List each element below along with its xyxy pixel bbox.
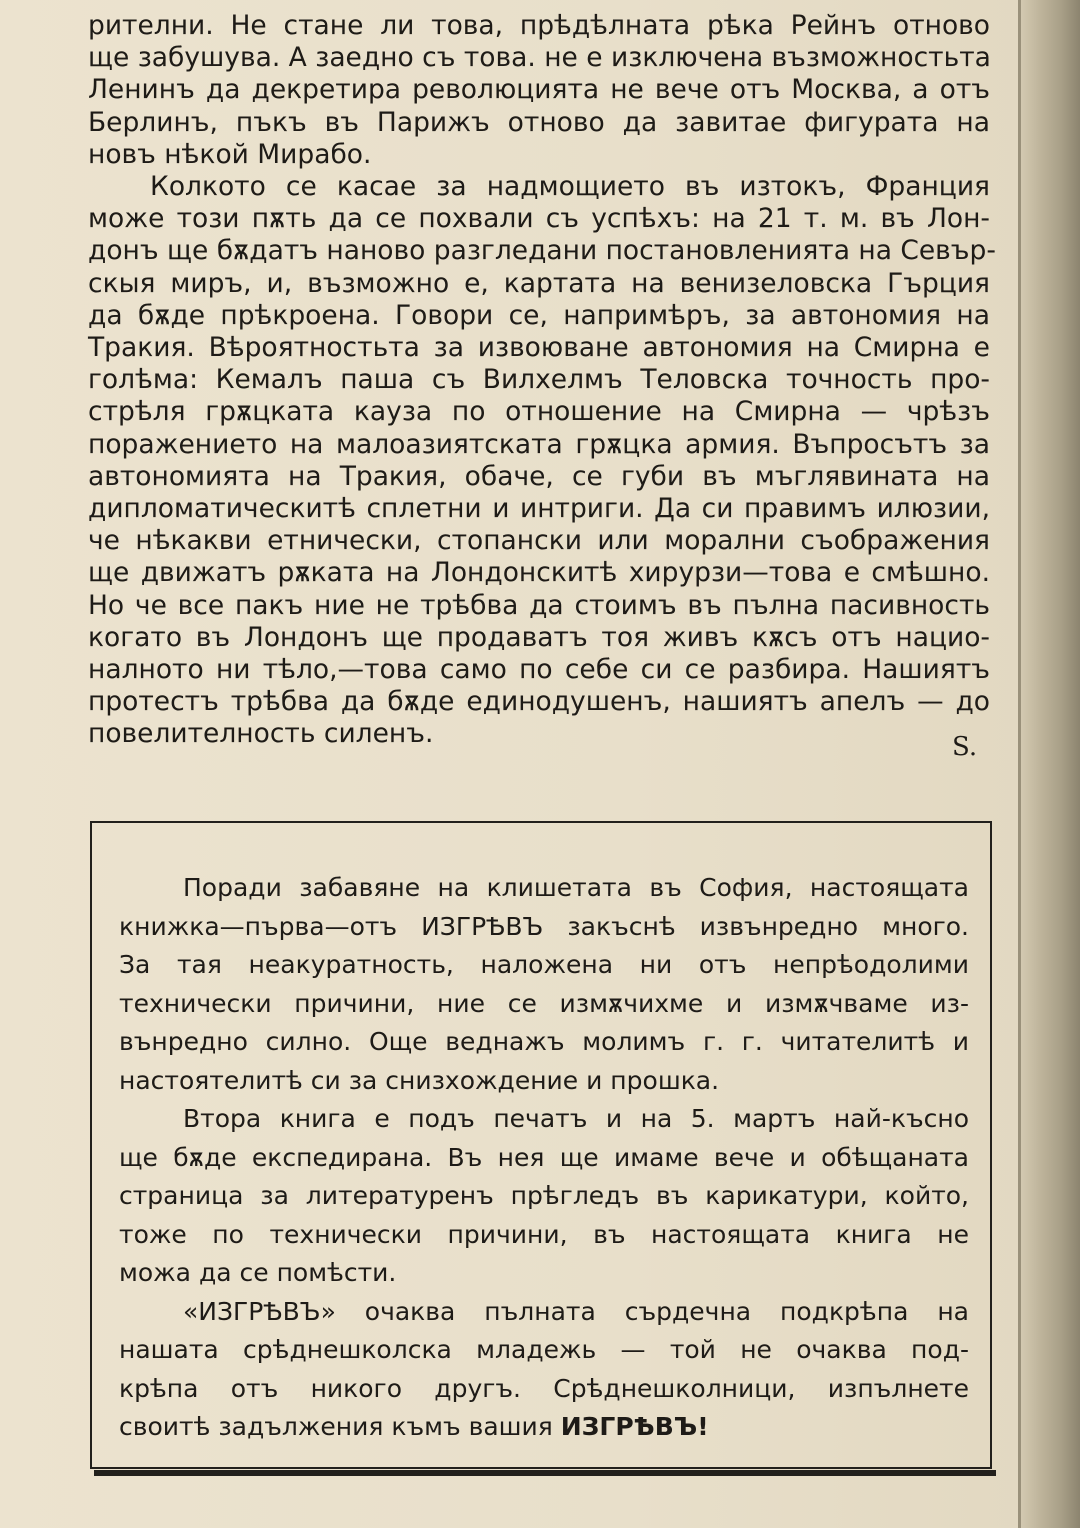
article-line: Ленинъ да декретира революцията не вече отъ Москва, а отъ (88, 74, 990, 106)
article-line: Колкото се касае за надмощието въ изтокъ, Франция (150, 171, 990, 203)
notice-line: «ИЗГРѢВЪ» очаква пълната сърдечна подкрѣпа на (183, 1296, 969, 1326)
article-line: Тракия. Вѣроятностьта за извоюване автономия на Смирна е (88, 332, 990, 364)
article-line: голѣма: Кемалъ паша съ Вилхелмъ Теловска точность про- (88, 364, 990, 396)
notice-line: тоже по технически причини, въ настоящата книга не (119, 1219, 969, 1249)
notice-bottom-rule (94, 1470, 996, 1476)
article-line: когато въ Лондонъ ще продаватъ тоя живъ кѫсъ отъ нацио- (88, 621, 990, 653)
notice-line: своитѣ задължения къмъ вашия (119, 1412, 561, 1441)
article-line: че нѣкакви етнически, стопански или морални съображения (88, 525, 990, 557)
article-line: налното ни тѣло,—това само по себе си се разбира. Нашиятъ (88, 654, 990, 686)
article-line: да бѫде прѣкроена. Говори се, напримѣръ, за автономия на (88, 299, 990, 331)
article-line: новъ нѣкой Мирабо. (88, 138, 372, 170)
article-line: ще движатъ рѫката на Лондонскитѣ хирурзи—това е смѣшно. (88, 557, 990, 589)
notice-line: книжка—първа—отъ ИЗГРѢВЪ закъснѣ извънредно много. (119, 911, 969, 941)
notice-line: Поради забавяне на клишетата въ София, настоящата (183, 873, 969, 902)
article-text (88, 10, 996, 751)
article-line: дипломатическитѣ сплетни и интриги. Да си правимъ илюзии, (88, 493, 990, 525)
article-line: протестъ трѣбва да бѫде единодушенъ, нашиятъ апелъ — до (88, 686, 990, 718)
editorial-notice-box (90, 821, 992, 1469)
article-line: Берлинъ, пъкъ въ Парижъ отново да завитае фигурата на (88, 106, 990, 138)
article-line: стрѣля грѫцката кауза по отношение на Смирна — чрѣзъ (88, 396, 990, 428)
author-signature: S. (952, 732, 978, 762)
notice-line: Втора книга е подъ печатъ и на 5. мартъ най-късно (183, 1104, 969, 1133)
notice-closing-line (119, 1408, 969, 1447)
article-line: ще забушува. А заедно съ това. не е изключена възможностьта (88, 42, 991, 74)
article-line: поражението на малоазиятската грѫцка армия. Въпросътъ за (88, 428, 990, 460)
article-line: скыя миръ, и, възможно е, картата на венизеловска Гърция (88, 267, 990, 299)
notice-text (119, 869, 969, 1447)
article-line: автономията на Тракия, обаче, се губи въ мъглявината на (88, 460, 990, 492)
notice-line: За тая неакуратность, наложена ни отъ непрѣодолими (119, 950, 969, 979)
article-line: повелителность силенъ. (88, 718, 434, 750)
article-line: Но че все пакъ ние не трѣбва да стоимъ въ пълна пасивность (88, 589, 990, 621)
notice-line: можа да се помѣсти. (119, 1258, 397, 1287)
notice-line: страница за литературенъ прѣгледъ въ карикатури, който, (119, 1181, 969, 1210)
page-gutter-edge (1018, 0, 1080, 1528)
notice-line: нашата срѣднешколска младежь — той не очаква под- (119, 1335, 969, 1364)
journal-title-emphasis: ИЗГРѢВЪ! (560, 1412, 709, 1441)
notice-line: крѣпа отъ никого другъ. Срѣднешколници, изпълнете (119, 1373, 969, 1403)
article-line: донъ ще бѫдатъ наново разгледани постановленията на Севър- (88, 235, 996, 267)
article-line: може този пѫть да се похвали съ успѣхъ: на 21 т. м. въ Лон- (88, 203, 990, 235)
notice-line: настоятелитѣ си за снизхождение и прошка. (119, 1065, 720, 1095)
article-line: рителни. Не стане ли това, прѣдѣлната рѣка Рейнъ отново (88, 10, 990, 41)
notice-line: вънредно силно. Още веднажъ молимъ г. г. читателитѣ и (119, 1027, 969, 1056)
notice-line: ще бѫде експедирана. Въ нея ще имаме вече и обѣщаната (119, 1142, 969, 1172)
notice-line: технически причини, ние се измѫчихме и измѫчваме из- (119, 988, 969, 1018)
